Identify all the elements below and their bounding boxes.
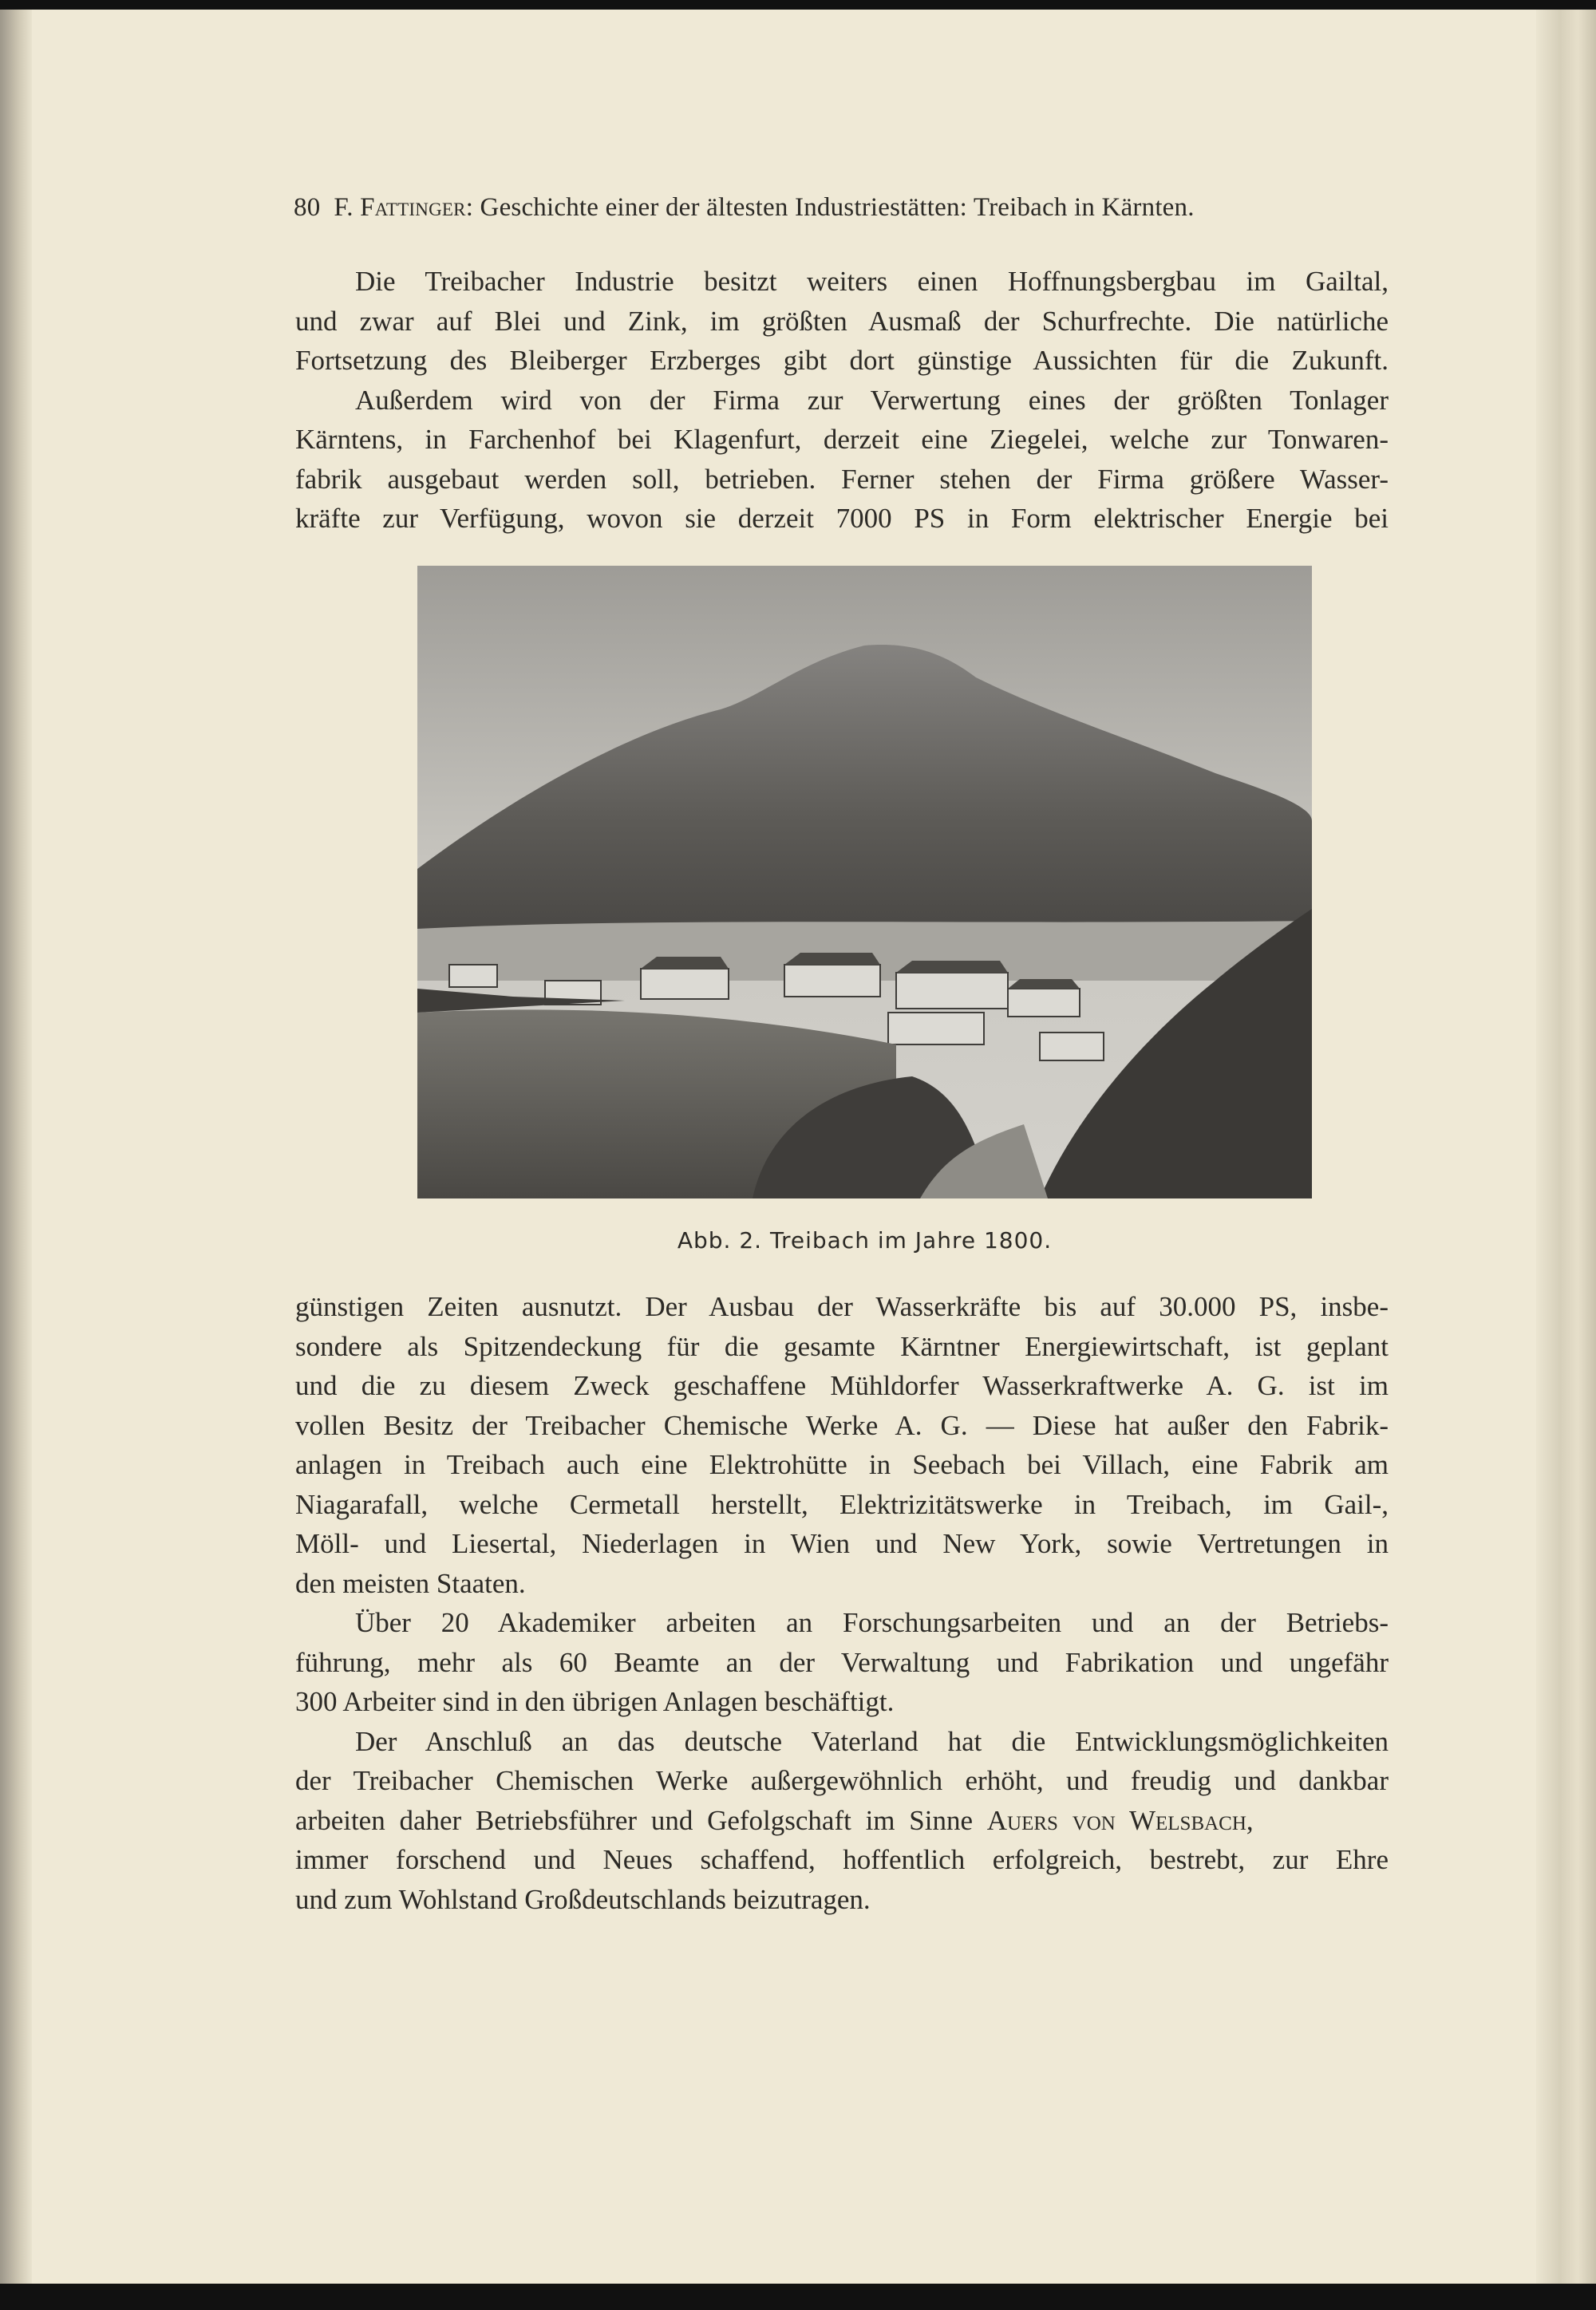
text-line: günstigen Zeiten ausnutzt. Der Ausbau der Wasserkräfte bis auf 30.000 PS, insbe- [295,1291,1389,1322]
text-line: der Treibacher Chemischen Werke außergewöhnlich erhöht, und freudig und dankbar [295,1765,1389,1796]
text-line: 300 Arbeiter sind in den übrigen Anlagen beschäftigt. [295,1686,895,1717]
text-line: führung, mehr als 60 Beamte an der Verwaltung und Fabrikation und ungefähr [295,1646,1389,1678]
scan-bottom-border [0,2284,1596,2310]
text-line: Niagarafall, welche Cermetall herstellt, Elektrizitätswerke in Treibach, im Gail-, [295,1488,1389,1520]
header-title: : Geschichte einer der ältesten Industriestätten: Treibach in Kärnten. [465,193,1195,222]
text-span: arbeiten daher Betriebsführer und Gefolgschaft im Sinne [295,1804,974,1836]
page-number: 80 [294,193,321,222]
body-text-bottom [295,1287,1389,1919]
text-line [295,1801,1389,1841]
text-line: den meisten Staaten. [295,1567,526,1599]
text-line: und zwar auf Blei und Zink, im größten Ausmaß der Schurfrechte. Die natürliche [295,305,1389,337]
text-span: , [1246,1804,1254,1836]
running-header [294,193,1391,223]
text-line: Möll- und Liesertal, Niederlagen in Wien und New York, sowie Vertretungen in [295,1528,1389,1559]
figure-caption: Abb. 2. Treibach im Jahre 1800. [677,1227,1053,1254]
body-text-top [295,262,1389,539]
figure-photo-treibach-1800 [417,566,1312,1198]
text-line: immer forschend und Neues schaffend, hoffentlich erfolgreich, bestrebt, zur Ehre [295,1844,1389,1875]
text-line: kräfte zur Verfügung, wovon sie derzeit 7000 PS in Form elektrischer Energie bei [295,503,1389,534]
scan-top-border [0,0,1596,10]
text-line: Außerdem wird von der Firma zur Verwertung eines der größten Tonlager [355,384,1389,416]
text-line: und zum Wohlstand Großdeutschlands beizutragen. [295,1883,871,1915]
text-line: Über 20 Akademiker arbeiten an Forschungsarbeiten und an der Betriebs- [355,1607,1389,1638]
text-line: vollen Besitz der Treibacher Chemische Werke A. G. — Diese hat außer den Fabrik- [295,1409,1389,1441]
text-line: anlagen in Treibach auch eine Elektrohütte in Seebach bei Villach, eine Fabrik am [295,1449,1389,1480]
text-line: Kärntens, in Farchenhof bei Klagenfurt, derzeit eine Ziegelei, welche zur Tonwaren- [295,424,1389,455]
author: F. Fattinger [334,193,466,222]
text-line: Die Treibacher Industrie besitzt weiters einen Hoffnungsbergbau im Gailtal, [355,266,1389,297]
text-line: sondere als Spitzendeckung für die gesamte Kärntner Energiewirtschaft, ist geplant [295,1330,1389,1362]
text-line: Fortsetzung des Bleiberger Erzberges gibt dort günstige Aussichten für die Zukunft. [295,345,1389,376]
name-auer-von-welsbach: Auers von Welsbach [986,1804,1246,1836]
text-line: fabrik ausgebaut werden soll, betrieben. Ferner stehen der Firma größere Wasser- [295,463,1389,495]
text-line: Der Anschluß an das deutsche Vaterland hat die Entwicklungsmöglichkeiten [355,1725,1389,1757]
page-right-edge [1536,10,1596,2284]
text-line: und die zu diesem Zweck geschaffene Mühldorfer Wasserkraftwerke A. G. ist im [295,1370,1389,1401]
page-left-edge [0,10,32,2284]
